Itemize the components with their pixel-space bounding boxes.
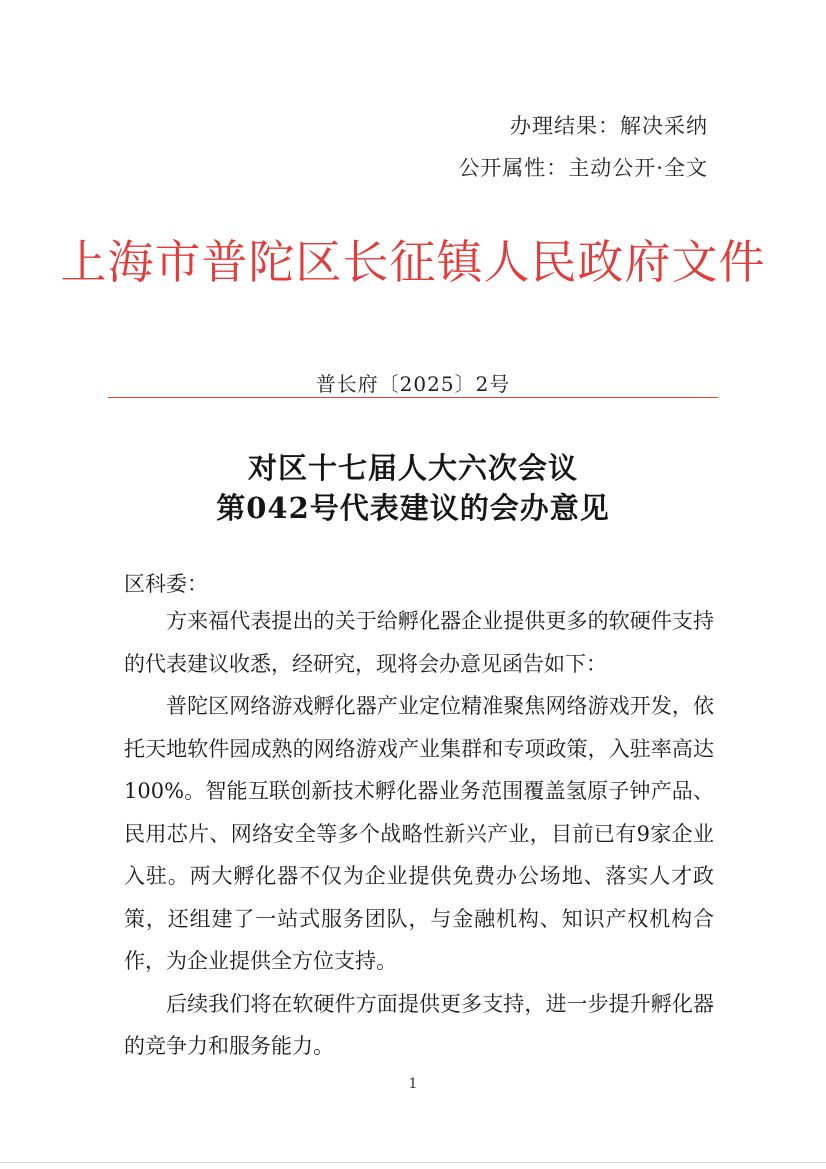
paragraph: 后续我们将在软硬件方面提供更多支持，进一步提升孵化器的竞争力和服务能力。	[124, 991, 714, 1058]
document-title-line-2: 第042号代表建议的会办意见	[216, 491, 610, 525]
recipient: 区科委：	[124, 572, 208, 596]
handling-result: 办理结果：解决采纳	[510, 114, 708, 138]
paragraph: 方来福代表提出的关于给孵化器企业提供更多的软硬件支持的代表建议收悉，经研究，现将会办意见函告如下：	[124, 609, 714, 676]
red-separator-line	[108, 397, 718, 398]
paragraph: 普陀区网络游戏孵化器产业定位精准聚焦网络游戏开发，依托天地软件园成熟的网络游戏产业集群和专项政策，入驻率高达100%。智能互联创新技术孵化器业务范围覆盖氢原子钟产品、民用芯片、网络安全等多个战略性新兴产业，目前已有9家企业入驻。两大孵化器不仅为企业提供免费办公场地、落实人才政策，还组建了一站式服务团队，与金融机构、知识产权机构合作，为企业提供全方位支持。	[124, 694, 714, 973]
document-title-line-1: 对区十七届人大六次会议	[247, 451, 578, 485]
scan-edge-line	[0, 1162, 826, 1163]
document-number: 普长府〔2025〕2号	[315, 372, 511, 396]
body-text	[124, 600, 714, 1068]
disclosure-attribute: 公开属性：主动公开·全文	[458, 156, 708, 180]
issuer-title: 上海市普陀区长征镇人民政府文件	[60, 235, 766, 289]
page-number: 1	[408, 1076, 418, 1092]
